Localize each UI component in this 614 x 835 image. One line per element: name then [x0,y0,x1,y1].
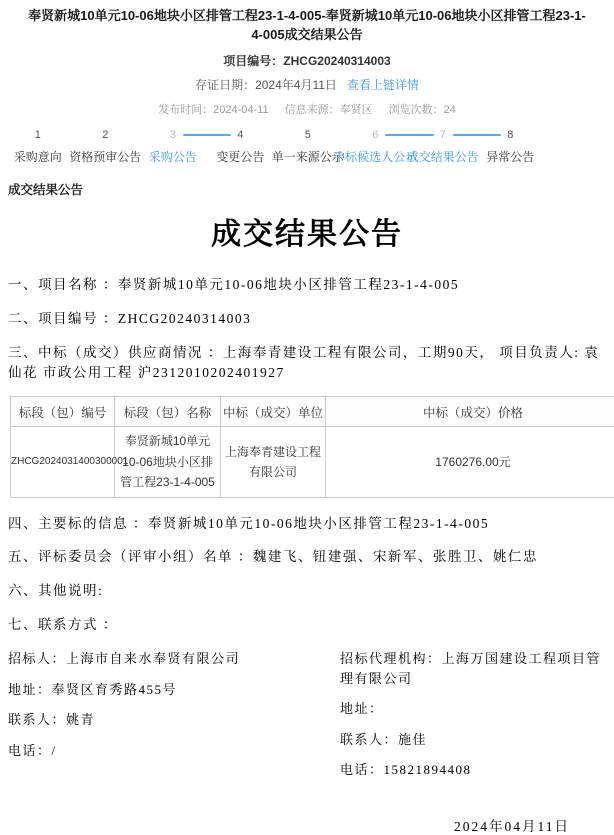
contact-block [8,649,606,791]
cert-date: 存证日期：2024年4月11日 [195,78,337,92]
info-source: 信息来源：奉贤区 [285,104,373,116]
col-header-winning-unit: 中标（成交）单位 [221,397,326,427]
col-header-package-number: 标段（包）编号 [11,397,115,427]
breadcrumb: 成交结果公告 [8,180,614,198]
step-label: 采购意向 [14,148,62,165]
step-label[interactable]: 采购公告 [149,148,197,165]
tenderer-contact [8,649,340,791]
step-label: 资格预审公告 [69,148,141,165]
section-contact-heading: 七、联系方式 ： [8,615,606,636]
table-row [11,427,614,497]
cell-package-number: ZHCG2024031400300001 [11,427,115,497]
project-number-value: ZHCG20240314003 [283,54,390,68]
agency-phone: 电话：15821894408 [340,760,606,780]
step-result-announcement[interactable] [409,128,477,165]
cell-winning-price: 1760276.00元 [326,427,614,497]
section-project-name: 一、项目名称 ：奉贤新城10单元10-06地块小区排管工程23-1-4-005 [8,275,606,296]
section-subject-info: 四、主要标的信息 ：奉贤新城10单元10-06地块小区排管工程23-1-4-005 [8,514,606,535]
announcement-date: 2024年04月11日 [0,815,614,835]
section-supplier-info: 三、中标（成交）供应商情况 ：上海奉青建设工程有限公司，工期90天， 项目负责人: 袁仙花 市政公用工程 沪2312010202401927 [8,343,606,385]
publish-info-line [0,101,614,117]
tenderer-address: 地址：奉贤区育秀路455号 [8,680,340,700]
step-number: 5 [305,128,311,142]
agency-contact [340,649,606,791]
section-project-number: 二、项目编号 ：ZHCG20240314003 [8,309,606,330]
view-chain-detail-link[interactable]: 查看上链详情 [347,78,419,92]
step-number: 6 [372,128,378,142]
step-label: 异常公告 [486,148,534,165]
col-header-package-name: 标段（包）名称 [115,397,221,427]
announcement-stepper [4,128,544,165]
step-label[interactable]: 中标候选人公示 [333,148,417,165]
tenderer-phone: 电话：/ [8,741,340,761]
agency-contact-person: 联系人：施佳 [340,730,606,750]
table-header-row [11,397,614,427]
bid-result-table [10,396,614,497]
step-prequalification [72,128,140,165]
step-change-notice [207,128,275,165]
meta-block [0,52,614,117]
page-title: 奉贤新城10单元10-06地块小区排管工程23-1-4-005-奉贤新城10单元10-06地块小区排管工程23-1-4-005成交结果公告 [0,0,614,45]
announcement-body [8,275,606,637]
cert-date-line [0,76,614,93]
step-single-source [274,128,342,165]
step-number: 7 [440,128,446,142]
col-header-winning-price: 中标（成交）价格 [326,397,614,427]
project-number-label: 项目编号： [223,54,283,68]
step-label: 单一来源公示 [272,148,344,165]
section-committee-list: 五、评标委员会（评审小组）名单 ：魏建飞、钮建强、宋新军、张胜卫、姚仁忠 [8,547,606,568]
step-candidate-publicity[interactable] [342,128,410,165]
cell-package-name: 奉贤新城10单元10-06地块小区排管工程23-1-4-005 [115,427,221,497]
step-procurement-notice[interactable] [139,128,207,165]
tenderer-contact-person: 联系人：姚青 [8,710,340,730]
step-purchase-intent [4,128,72,165]
project-number-line [0,52,614,69]
agency-name: 招标代理机构：上海万国建设工程项目管理有限公司 [340,649,606,688]
agency-address: 地址： [340,699,606,719]
step-number: 4 [237,128,243,142]
view-count: 浏览次数：24 [389,104,456,116]
step-number: 3 [170,128,176,142]
step-label: 变更公告 [216,148,264,165]
step-abnormal-notice [477,128,545,165]
main-heading: 成交结果公告 [0,209,614,253]
step-label[interactable]: 成交结果公告 [407,148,479,165]
step-number: 2 [102,128,108,142]
cell-winning-unit: 上海奉青建设工程有限公司 [221,427,326,497]
tenderer-name: 招标人：上海市自来水奉贤有限公司 [8,649,340,669]
step-number: 1 [35,128,41,142]
publish-time: 发布时间：2024-04-11 [158,104,268,116]
section-other-notes: 六、其他说明: [8,581,606,602]
step-number: 8 [507,128,513,142]
